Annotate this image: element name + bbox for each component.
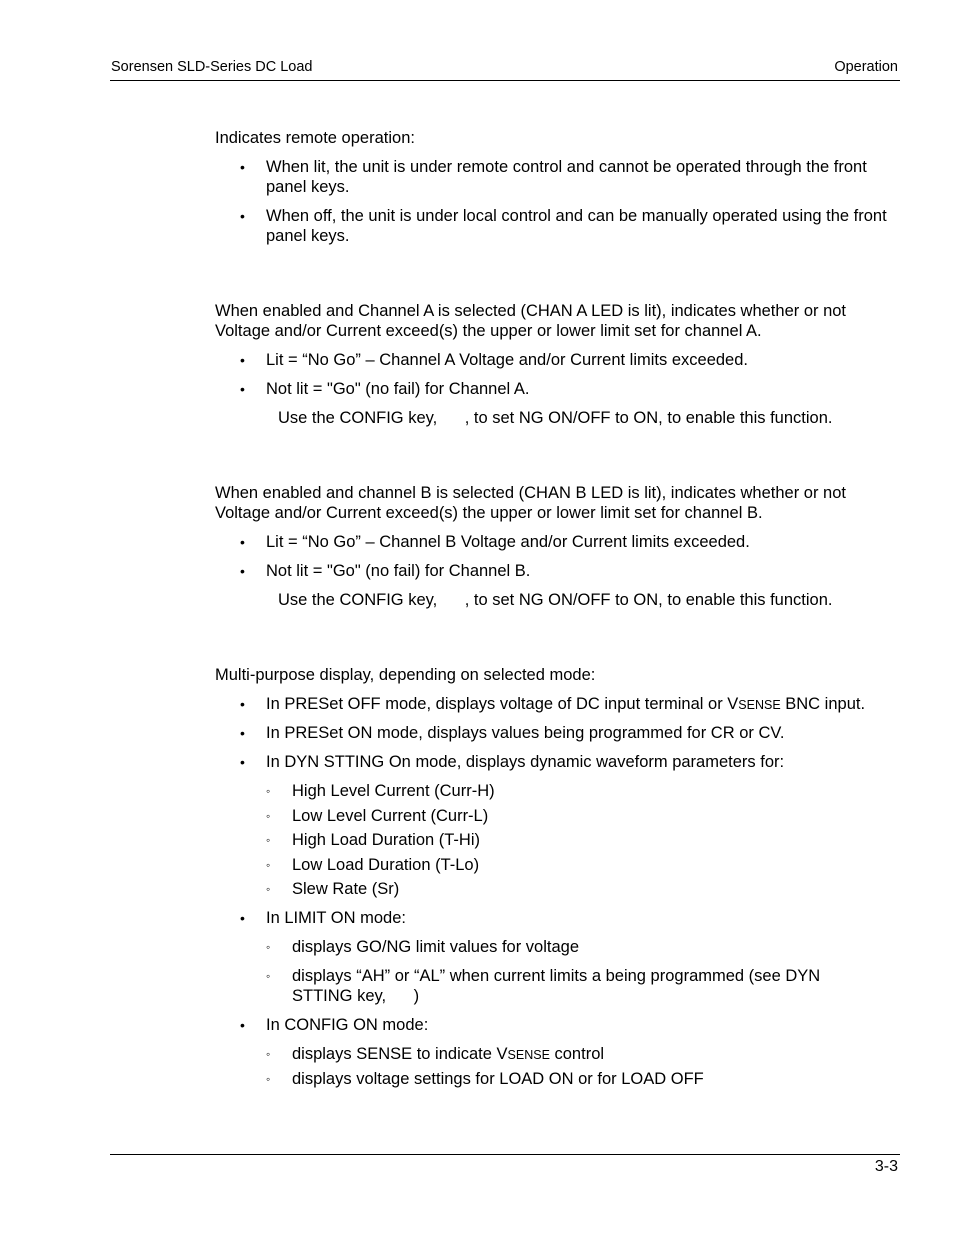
ng-b-bullet-2: • Not lit = "Go" (no fail) for Channel B. — [266, 561, 900, 581]
remote-intro: Indicates remote operation: — [215, 129, 415, 147]
running-header-title: Sorensen SLD-Series DC Load — [111, 59, 313, 75]
display-bullet-preset-on: • In PRESet ON mode, displays values being programmed for CR or CV. — [266, 723, 900, 743]
ng-b-text-line-2: Voltage and/or Current exceed(s) the upper or lower limit set for channel B. — [215, 504, 763, 522]
dyn-sub-item: ◦ Low Level Current (Curr-L) — [292, 806, 882, 826]
limit-sub-item: ◦ displays GO/NG limit values for voltage — [292, 937, 882, 957]
dyn-sub-item: ◦ Slew Rate (Sr) — [292, 879, 882, 899]
limit-sub-item: ◦ displays “AH” or “AL” when current limits a being programmed (see DYN STTING key, ) — [292, 966, 872, 1006]
dyn-sub-item: ◦ High Level Current (Curr-H) — [292, 781, 882, 801]
dyn-sub-item: ◦ High Load Duration (T-Hi) — [292, 830, 882, 850]
config-sub-item-voltage: ◦ displays voltage settings for LOAD ON or for LOAD OFF — [292, 1069, 882, 1089]
config-sub-item-sense: ◦ displays SENSE to indicate VSENSE control — [292, 1044, 882, 1065]
ng-b-note: Use the CONFIG key, , to set NG ON/OFF to ON, to enable this function. — [278, 591, 833, 609]
ng-a-bullet-1: • Lit = “No Go” – Channel A Voltage and/or Current limits exceeded. — [266, 350, 900, 370]
ng-a-note: Use the CONFIG key, , to set NG ON/OFF to ON, to enable this function. — [278, 409, 833, 427]
display-bullet-preset-off: • In PRESet OFF mode, displays voltage of DC input terminal or VSENSE BNC input. — [266, 694, 900, 715]
ng-b-bullet-1: • Lit = “No Go” – Channel B Voltage and/or Current limits exceeded. — [266, 532, 900, 552]
ng-a-text-line-2: Voltage and/or Current exceed(s) the upper or lower limit set for channel A. — [215, 322, 762, 340]
display-intro: Multi-purpose display, depending on selected mode: — [215, 666, 596, 684]
display-bullet-limit: • In LIMIT ON mode: — [266, 908, 900, 928]
page-number: 3-3 — [874, 1158, 898, 1175]
footer-rule — [110, 1154, 900, 1155]
display-bullet-dyn: • In DYN STTING On mode, displays dynamic waveform parameters for: — [266, 752, 900, 772]
display-bullet-config: • In CONFIG ON mode: — [266, 1015, 900, 1035]
header-rule — [110, 80, 900, 81]
dyn-sub-item: ◦ Low Load Duration (T-Lo) — [292, 855, 882, 875]
ng-a-text-line-1: When enabled and Channel A is selected (CHAN A LED is lit), indicates whether or not — [215, 302, 847, 320]
running-header-section: Operation — [834, 59, 898, 75]
remote-bullet-1: • When lit, the unit is under remote control and cannot be operated through the front panel keys. — [266, 157, 900, 197]
ng-a-bullet-2: • Not lit = "Go" (no fail) for Channel A. — [266, 379, 900, 399]
ng-b-text-line-1: When enabled and channel B is selected (CHAN B LED is lit), indicates whether or not — [215, 484, 846, 502]
remote-bullet-2: • When off, the unit is under local control and can be manually operated using the front panel keys. — [266, 206, 900, 246]
